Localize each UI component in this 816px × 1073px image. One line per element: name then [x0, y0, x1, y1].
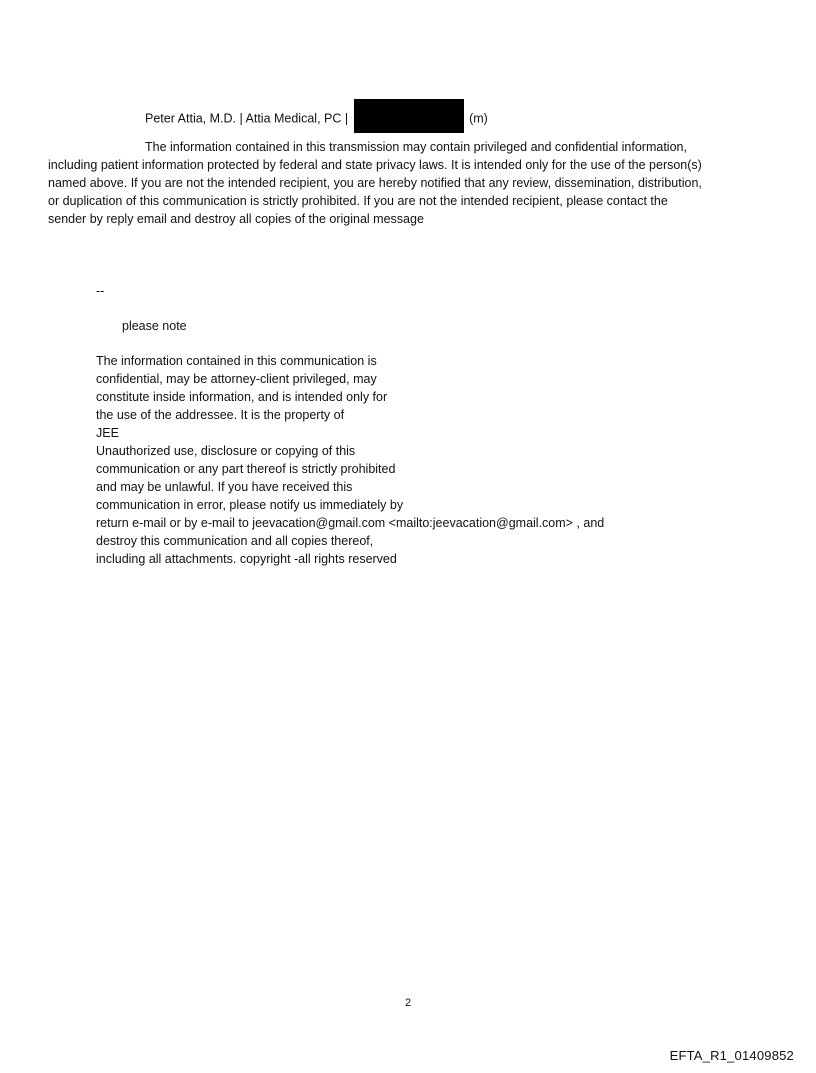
confidentiality-notice: [48, 138, 778, 228]
disclaimer-line: return e-mail or by e-mail to jeevacation@gmail.com <mailto:jeevacation@gmail.com> , and: [96, 516, 605, 530]
disclaimer-line: and may be unlawful. If you have received this: [96, 480, 353, 494]
signature-line: [145, 102, 488, 136]
disclaimer-line: JEE: [96, 426, 119, 440]
signature-separator: --: [96, 284, 105, 298]
footer-disclaimer: [96, 352, 604, 568]
signature-suffix: (m): [469, 111, 488, 126]
page-number: 2: [404, 997, 412, 1009]
disclaimer-line: The information contained in this communication is: [96, 354, 377, 368]
notice-line: including patient information protected by federal and state privacy laws. It is intended only for the use of the person(s): [48, 158, 702, 172]
notice-line: sender by reply email and destroy all copies of the original message: [48, 212, 424, 226]
please-note-label: please note: [122, 319, 187, 333]
bates-number: EFTA_R1_01409852: [669, 1048, 794, 1063]
disclaimer-line: including all attachments. copyright -all rights reserved: [96, 552, 397, 566]
redaction-block: [354, 99, 464, 133]
disclaimer-line: destroy this communication and all copies thereof,: [96, 534, 374, 548]
disclaimer-line: constitute inside information, and is intended only for: [96, 390, 388, 404]
disclaimer-line: communication in error, please notify us immediately by: [96, 498, 404, 512]
notice-line: The information contained in this transmission may contain privileged and confidential information,: [145, 140, 687, 154]
signature-prefix: Peter Attia, M.D. | Attia Medical, PC |: [145, 111, 349, 126]
disclaimer-line: Unauthorized use, disclosure or copying of this: [96, 444, 356, 458]
disclaimer-line: the use of the addressee. It is the property of: [96, 408, 345, 422]
notice-line: named above. If you are not the intended recipient, you are hereby notified that any review, dissemination, distribution,: [48, 176, 702, 190]
disclaimer-line: communication or any part thereof is strictly prohibited: [96, 462, 396, 476]
notice-line: or duplication of this communication is strictly prohibited. If you are not the intended recipient, please contact the: [48, 194, 668, 208]
disclaimer-line: confidential, may be attorney-client privileged, may: [96, 372, 377, 386]
